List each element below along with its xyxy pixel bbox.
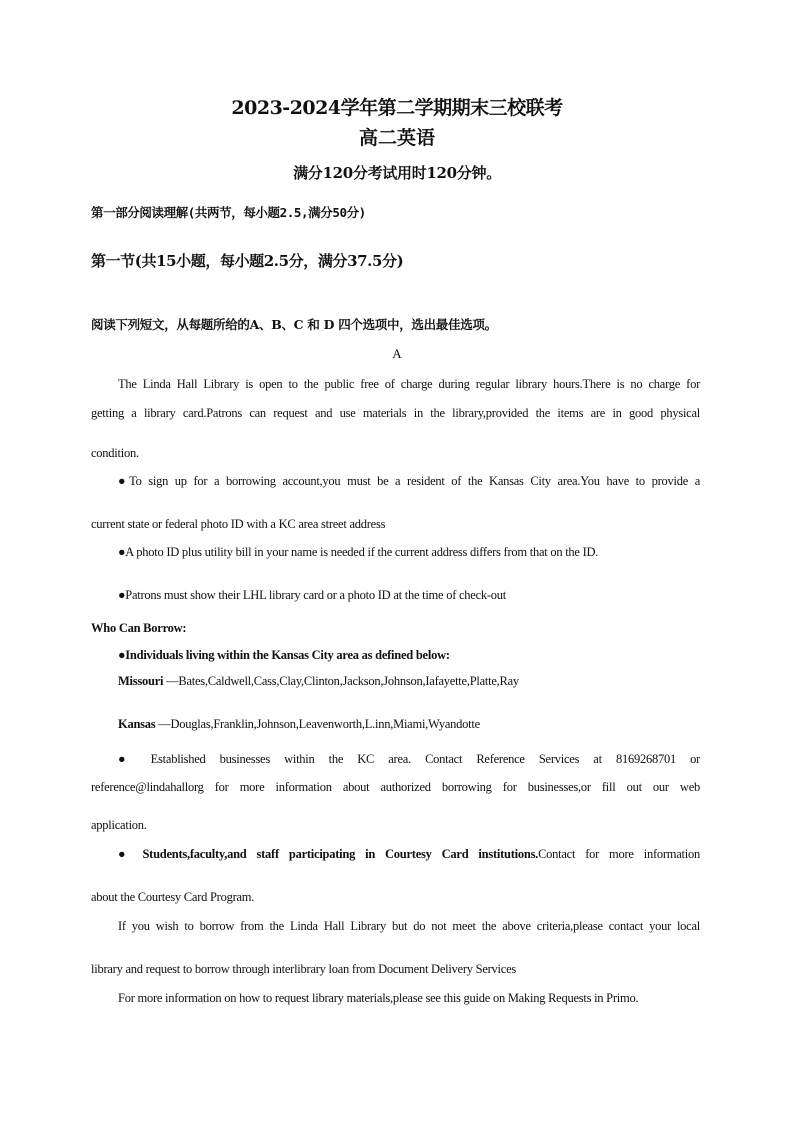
passage-intro-line-3: condition. (91, 446, 139, 460)
section-heading: 第一节(共15小题，每小题2.5分，满分37.5分) (91, 252, 404, 270)
more-info-line: For more information on how to request library materials,please see this guide on Making Requests in Primo. (118, 991, 639, 1005)
courtesy-rest: Contact for more information (538, 847, 701, 861)
bullet-checkout: ●Patrons must show their LHL library card or a photo ID at the time of check-out (118, 588, 507, 602)
exam-subject: 高二英语 (358, 127, 435, 149)
bullet-account-line-1: ●To sign up for a borrowing account,you must be a resident of the Kansas City area.You have to provide a (118, 474, 700, 488)
bullet-account-line-2: current state or federal photo ID with a KC area street address (91, 517, 386, 531)
section-instructions: 阅读下列短文，从每题所给的A、B、C 和 D 四个选项中，选出最佳选项。 (91, 317, 497, 332)
courtesy-line-2: about the Courtesy Card Program. (91, 890, 255, 904)
business-line-2: reference@lindahallorg for more information about authorized borrowing for businesses,or fill out our web (91, 780, 700, 794)
courtesy-bold: ● Students,faculty,and staff participating in Courtesy Card institutions. (118, 847, 539, 861)
kansas-label: Kansas (118, 717, 156, 731)
kansas-counties (118, 717, 480, 732)
missouri-counties (118, 674, 519, 689)
individuals-heading: ●Individuals living within the Kansas City area as defined below: (118, 648, 450, 662)
missouri-list: —Bates,Caldwell,Cass,Clay,Clinton,Jackson,Johnson,Iafayette,Platte,Ray (163, 674, 519, 688)
bullet-utility-bill: ●A photo ID plus utility bill in your name is needed if the current address differs from that on the ID. (118, 545, 599, 559)
exam-title: 2023-2024学年第二学期期末三校联考 (231, 97, 563, 119)
passage-intro-text-1: The Linda Hall Library is open to the public free of charge during regular library hours.There is no charge for (118, 377, 700, 391)
score-info: 满分120分考试用时120分钟。 (293, 164, 501, 182)
courtesy-line-1 (118, 847, 700, 862)
who-can-borrow-heading: Who Can Borrow: (91, 621, 187, 635)
missouri-label: Missouri (118, 674, 164, 688)
kansas-list: —Douglas,Franklin,Johnson,Leavenworth,L.inn,Miami,Wyandotte (155, 717, 480, 731)
other-library-line-1: If you wish to borrow from the Linda Hall Library but do not meet the above criteria,please contact your local (118, 919, 700, 933)
part-heading: 第一部分阅读理解(共两节，每小题2.5,满分50分) (91, 205, 366, 220)
other-library-line-2: library and request to borrow through interlibrary loan from Document Delivery Services (91, 962, 516, 976)
business-line-3: application. (91, 818, 147, 832)
passage-label: A (392, 346, 402, 361)
passage-intro-line-2: getting a library card.Patrons can request and use materials in the library,provided the items are in good physical (91, 406, 700, 420)
business-line-1: ● Established businesses within the KC area. Contact Reference Services at 8169268701 or (118, 752, 700, 766)
passage-intro-line-1 (91, 377, 700, 392)
